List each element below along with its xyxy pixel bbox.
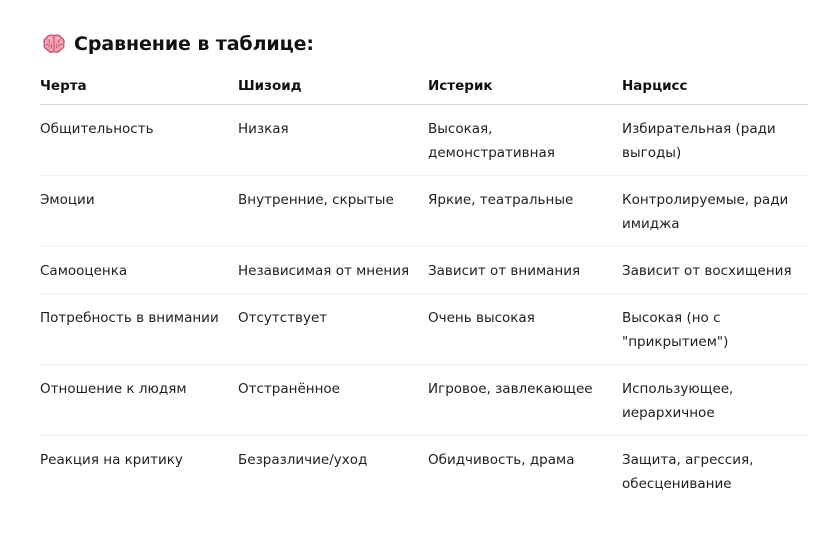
column-header-narcissist: Нарцисс	[622, 74, 808, 105]
table-cell: Внутренние, скрытые	[238, 176, 428, 247]
table-cell: Общительность	[40, 105, 238, 176]
table-cell: Избирательная (ради выгоды)	[622, 105, 808, 176]
table-row	[40, 105, 808, 176]
table-cell: Отношение к людям	[40, 365, 238, 436]
table-row	[40, 176, 808, 247]
table-cell: Низкая	[238, 105, 428, 176]
table-cell: Реакция на критику	[40, 452, 183, 468]
brain-icon	[42, 33, 66, 55]
section-title: Сравнение в таблице:	[74, 33, 314, 55]
table-cell: Защита, агрессия, обесценивание	[622, 452, 754, 492]
table-cell: Безразличие/уход	[238, 452, 368, 468]
table-cell: Высокая (но с "прикрытием")	[622, 294, 808, 365]
table-cell: Самооценка	[40, 247, 238, 294]
table-cell: Контролируемые, ради имиджа	[622, 176, 808, 247]
table-header-row	[40, 74, 808, 105]
table-row	[40, 247, 808, 294]
table-cell: Отсутствует	[238, 294, 428, 365]
table-cell: Очень высокая	[428, 294, 622, 365]
column-header-trait: Черта	[40, 74, 238, 105]
table-cell: Игровое, завлекающее	[428, 365, 622, 436]
table-cell: Отстранённое	[238, 365, 428, 436]
table-row	[40, 365, 808, 436]
table-cell: Зависит от восхищения	[622, 247, 808, 294]
table-row	[40, 436, 808, 507]
table-cell: Высокая, демонстративная	[428, 105, 622, 176]
column-header-hysteric: Истерик	[428, 74, 622, 105]
table-cell: Зависит от внимания	[428, 247, 622, 294]
table-cell: Яркие, театральные	[428, 176, 622, 247]
table-cell: Использующее, иерархичное	[622, 365, 808, 436]
table-cell: Обидчивость, драма	[428, 452, 575, 468]
column-header-schizoid: Шизоид	[238, 74, 428, 105]
table-cell: Эмоции	[40, 176, 238, 247]
table-row	[40, 294, 808, 365]
table-cell: Потребность в внимании	[40, 294, 238, 365]
section-heading	[42, 32, 808, 56]
table-cell: Независимая от мнения	[238, 247, 428, 294]
comparison-table	[40, 74, 808, 506]
